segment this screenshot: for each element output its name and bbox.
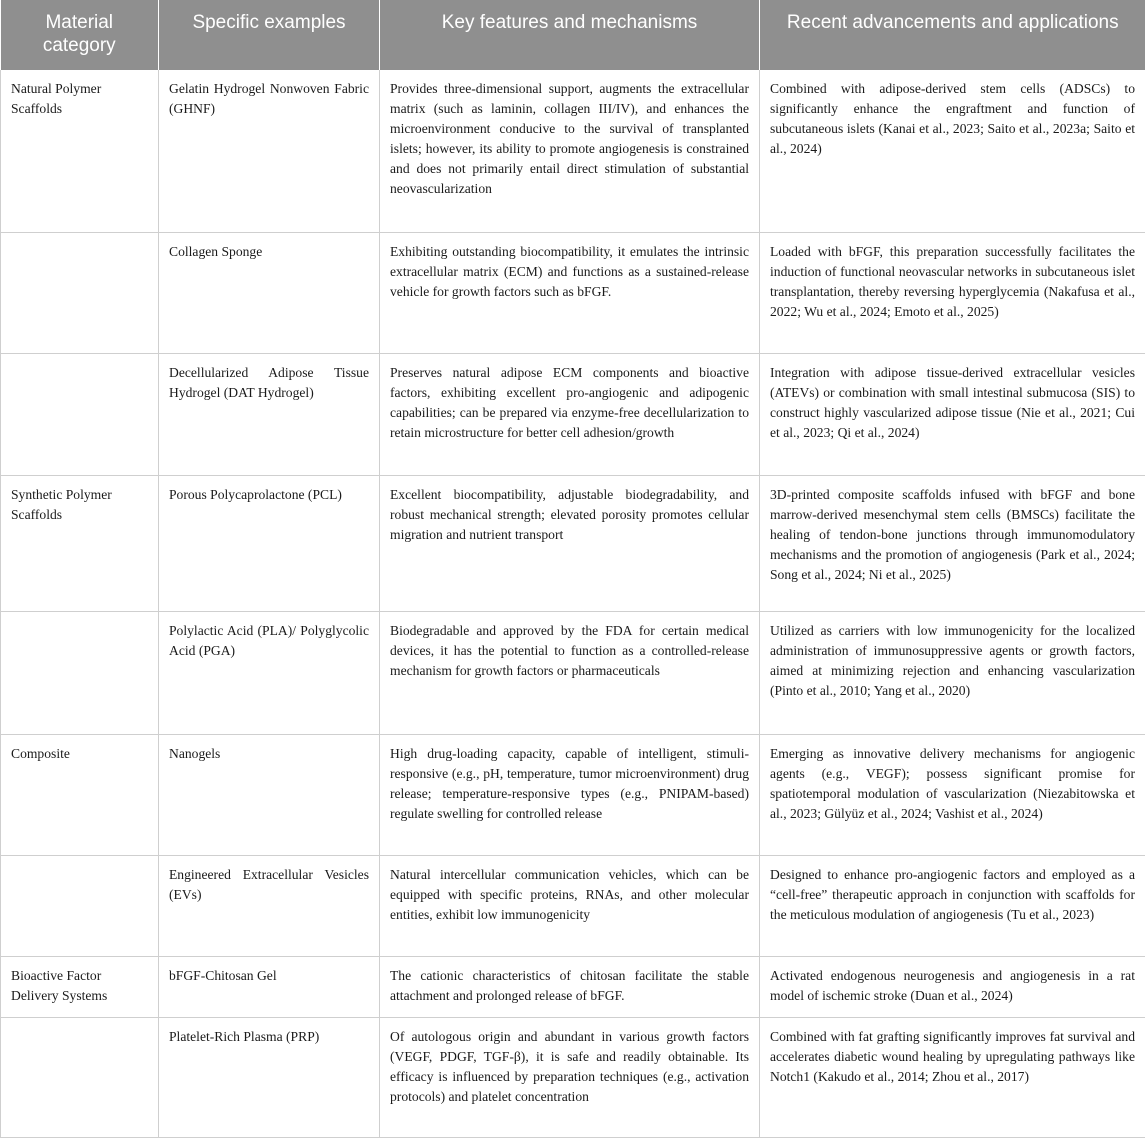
- cell-example: Polylactic Acid (PLA)/ Polyglycolic Acid (PGA): [159, 611, 380, 734]
- cell-category: [1, 1017, 159, 1137]
- header-specific-examples: Specific examples: [159, 0, 380, 70]
- cell-category: [1, 611, 159, 734]
- cell-features: Biodegradable and approved by the FDA for certain medical devices, it has the potential to function as a controlled-release mechanism for growth factors or pharmaceuticals: [380, 611, 760, 734]
- cell-category: Natural Polymer Scaffolds: [1, 70, 159, 232]
- cell-example: bFGF-Chitosan Gel: [159, 956, 380, 1017]
- header-recent-advancements: Recent advancements and applications: [760, 0, 1145, 70]
- table-row: [1, 611, 1145, 734]
- cell-category: Bioactive Factor Delivery Systems: [1, 956, 159, 1017]
- cell-example: Collagen Sponge: [159, 232, 380, 353]
- cell-category: Composite: [1, 734, 159, 855]
- cell-advancements: Loaded with bFGF, this preparation successfully facilitates the induction of functional neovascular networks in subcutaneous islet transplantation, thereby reversing hyperglycemia (Nakafusa et al., 2022; Wu et al., 2024; Emoto et al., 2025): [760, 232, 1145, 353]
- cell-features: Natural intercellular communication vehicles, which can be equipped with specific proteins, RNAs, and other molecular entities, exhibit low immunogenicity: [380, 855, 760, 956]
- header-row: [1, 0, 1145, 70]
- table-row: [1, 734, 1145, 855]
- cell-advancements: Integration with adipose tissue-derived extracellular vesicles (ATEVs) or combination with small intestinal submucosa (SIS) to construct highly vascularized adipose tissue (Nie et al., 2021; Cui et al., 2023; Qi et al., 2024): [760, 353, 1145, 475]
- cell-example: Engineered Extracellular Vesicles (EVs): [159, 855, 380, 956]
- table-row: [1, 1017, 1145, 1137]
- table-row: [1, 475, 1145, 611]
- cell-example: Decellularized Adipose Tissue Hydrogel (DAT Hydrogel): [159, 353, 380, 475]
- cell-features: Exhibiting outstanding biocompatibility, it emulates the intrinsic extracellular matrix (ECM) and functions as a sustained-release vehicle for growth factors such as bFGF.: [380, 232, 760, 353]
- cell-features: Preserves natural adipose ECM components and bioactive factors, exhibiting excellent pro-angiogenic and adipogenic capabilities; can be prepared via enzyme-free decellularization to retain microstructure for better cell adhesion/growth: [380, 353, 760, 475]
- cell-category: [1, 232, 159, 353]
- header-key-features: Key features and mechanisms: [380, 0, 760, 70]
- cell-advancements: Emerging as innovative delivery mechanisms for angiogenic agents (e.g., VEGF); possess significant promise for spatiotemporal modulation of vascularization (Niezabitowska et al., 2023; Gülyüz et al., 2024; Vashist et al., 2024): [760, 734, 1145, 855]
- cell-advancements: Combined with adipose-derived stem cells (ADSCs) to significantly enhance the engraftment and function of subcutaneous islets (Kanai et al., 2023; Saito et al., 2023a; Saito et al., 2024): [760, 70, 1145, 232]
- table-row: [1, 70, 1145, 232]
- table-row: [1, 232, 1145, 353]
- cell-category: Synthetic Polymer Scaffolds: [1, 475, 159, 611]
- cell-features: High drug-loading capacity, capable of intelligent, stimuli-responsive (e.g., pH, temperature, tumor microenvironment) drug release; temperature-responsive types (e.g., PNIPAM-based) regulate swelling for controlled release: [380, 734, 760, 855]
- cell-example: Porous Polycaprolactone (PCL): [159, 475, 380, 611]
- cell-example: Platelet-Rich Plasma (PRP): [159, 1017, 380, 1137]
- cell-advancements: Activated endogenous neurogenesis and angiogenesis in a rat model of ischemic stroke (Duan et al., 2024): [760, 956, 1145, 1017]
- cell-advancements: Utilized as carriers with low immunogenicity for the localized administration of immunosuppressive agents or growth factors, aimed at minimizing rejection and enhancing vascularization (Pinto et al., 2010; Yang et al., 2020): [760, 611, 1145, 734]
- cell-features: Excellent biocompatibility, adjustable biodegradability, and robust mechanical strength; elevated porosity promotes cellular migration and nutrient transport: [380, 475, 760, 611]
- cell-advancements: Designed to enhance pro-angiogenic factors and employed as a “cell-free” therapeutic approach in conjunction with scaffolds for the meticulous modulation of angiogenesis (Tu et al., 2023): [760, 855, 1145, 956]
- table-row: [1, 956, 1145, 1017]
- cell-advancements: 3D-printed composite scaffolds infused with bFGF and bone marrow-derived mesenchymal stem cells (BMSCs) facilitate the healing of tendon-bone junctions through immunomodulatory mechanisms and the promotion of angiogenesis (Park et al., 2024; Song et al., 2024; Ni et al., 2025): [760, 475, 1145, 611]
- header-material-category: Material category: [1, 0, 159, 70]
- cell-category: [1, 855, 159, 956]
- table-row: [1, 855, 1145, 956]
- cell-example: Nanogels: [159, 734, 380, 855]
- cell-category: [1, 353, 159, 475]
- cell-features: The cationic characteristics of chitosan facilitate the stable attachment and prolonged release of bFGF.: [380, 956, 760, 1017]
- cell-example: Gelatin Hydrogel Nonwoven Fabric (GHNF): [159, 70, 380, 232]
- cell-features: Of autologous origin and abundant in various growth factors (VEGF, PDGF, TGF-β), it is safe and readily obtainable. Its efficacy is influenced by preparation techniques (e.g., activation protocols) and platelet concentration: [380, 1017, 760, 1137]
- table-row: [1, 353, 1145, 475]
- cell-advancements: Combined with fat grafting significantly improves fat survival and accelerates diabetic wound healing by upregulating pathways like Notch1 (Kakudo et al., 2014; Zhou et al., 2017): [760, 1017, 1145, 1137]
- cell-features: Provides three-dimensional support, augments the extracellular matrix (such as laminin, collagen III/IV), and enhances the microenvironment conducive to the survival of transplanted islets; however, its ability to promote angiogenesis is constrained and does not primarily entail direct stimulation of substantial neovascularization: [380, 70, 760, 232]
